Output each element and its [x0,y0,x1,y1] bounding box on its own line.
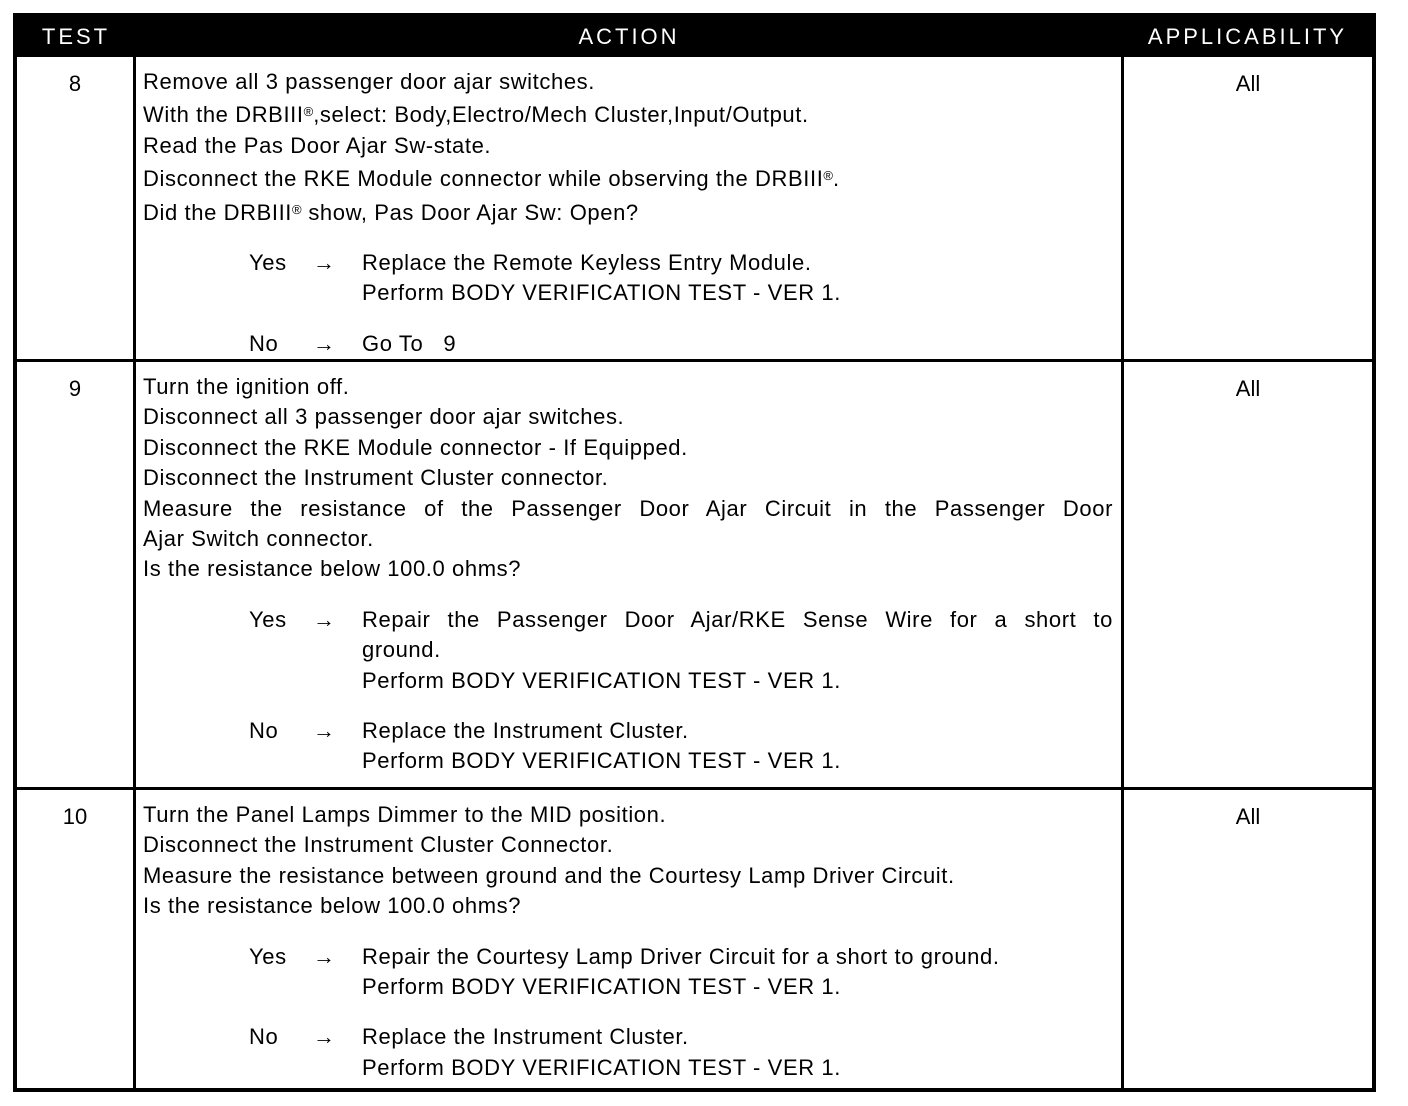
step-line: Disconnect all 3 passenger door ajar switches. [143,404,625,430]
right-arrow-icon: → [313,250,335,276]
registered-mark: ® [303,104,314,120]
test-number: 10 [62,804,88,829]
step-text: Disconnect the RKE Module connector while observing the DRBIII [143,166,824,192]
table-row-test-10 [17,790,1372,1092]
right-arrow-icon: → [313,943,335,969]
yes-result-text [362,248,1113,309]
step-text: Did the DRBIII [143,199,293,225]
result-line: Replace the Instrument Cluster. [362,1024,689,1050]
yes-label: Yes [249,943,287,969]
no-result-text [362,329,1113,359]
action-cell [143,800,1113,1083]
yes-result-text [362,605,1113,696]
right-arrow-icon: → [313,330,335,356]
result-line: ground. [362,637,441,663]
step-text: . [833,166,840,192]
step-line: Measure the resistance of the Passenger Door Ajar Circuit in the Passenger Door [143,495,1113,521]
yes-result [143,248,1113,309]
step-line [143,97,1113,130]
result-line: Perform BODY VERIFICATION TEST - VER 1. [362,667,841,693]
header-action: ACTION [578,24,680,49]
step-line: Read the Pas Door Ajar Sw-state. [143,132,492,158]
step-line [143,195,1113,228]
yes-result [143,605,1113,696]
step-text: ,select: Body,Electro/Mech Cluster,Input/Output. [313,102,809,128]
step-line: Turn the ignition off. [143,374,350,399]
no-label: No [249,1024,279,1050]
result-line: Replace the Remote Keyless Entry Module. [362,250,812,276]
test-number: 9 [68,376,82,401]
right-arrow-icon: → [313,1024,335,1050]
applicability-value: All [1235,804,1261,829]
yes-label: Yes [249,250,287,276]
header-applicability: APPLICABILITY [1147,24,1348,49]
step-line: Is the resistance below 100.0 ohms? [143,893,522,919]
no-result [143,1022,1113,1083]
step-line: Disconnect the Instrument Cluster connector. [143,465,609,491]
step-text: With the DRBIII [143,102,304,128]
step-line: Disconnect the Instrument Cluster Connector. [143,832,614,858]
step-line: Measure the resistance between ground and the Courtesy Lamp Driver Circuit. [143,862,955,888]
result-line: Perform BODY VERIFICATION TEST - VER 1. [362,280,841,306]
result-line: Perform BODY VERIFICATION TEST - VER 1. [362,1054,841,1080]
result-line: Go To 9 [362,330,457,356]
no-result [143,716,1113,777]
step-line: Turn the Panel Lamps Dimmer to the MID position. [143,802,667,827]
result-line: Repair the Courtesy Lamp Driver Circuit for a short to ground. [362,943,1000,969]
step-line [143,161,1113,194]
no-result [143,329,1113,359]
registered-mark: ® [292,201,302,217]
right-arrow-icon: → [313,718,335,744]
step-line: Is the resistance below 100.0 ohms? [143,556,522,582]
step-line: Ajar Switch connector. [143,526,374,552]
result-line: Perform BODY VERIFICATION TEST - VER 1. [362,974,841,1000]
action-cell [143,372,1113,777]
diagnostic-test-table [13,13,1376,1092]
result-line: Repair the Passenger Door Ajar/RKE Sense Wire for a short to [362,606,1113,632]
no-label: No [249,718,279,744]
registered-mark: ® [823,168,834,184]
right-arrow-icon: → [313,606,335,632]
result-line: Perform BODY VERIFICATION TEST - VER 1. [362,748,841,774]
result-line: Replace the Instrument Cluster. [362,718,689,744]
table-row-test-8 [17,57,1372,359]
step-text: show, Pas Door Ajar Sw: Open? [301,199,639,225]
header-test: TEST [41,24,111,49]
test-number: 8 [68,71,82,96]
step-line: Disconnect the RKE Module connector - If Equipped. [143,434,688,460]
table-row-test-9 [17,362,1372,788]
action-cell [143,67,1113,359]
applicability-value: All [1235,376,1261,401]
no-label: No [249,330,279,356]
no-result-text [362,1022,1113,1083]
yes-label: Yes [249,606,287,632]
applicability-value: All [1235,71,1261,96]
yes-result [143,942,1113,1003]
table-header [17,17,1372,57]
yes-result-text [362,942,1113,1003]
step-line: Remove all 3 passenger door ajar switches. [143,69,595,94]
no-result-text [362,716,1113,777]
